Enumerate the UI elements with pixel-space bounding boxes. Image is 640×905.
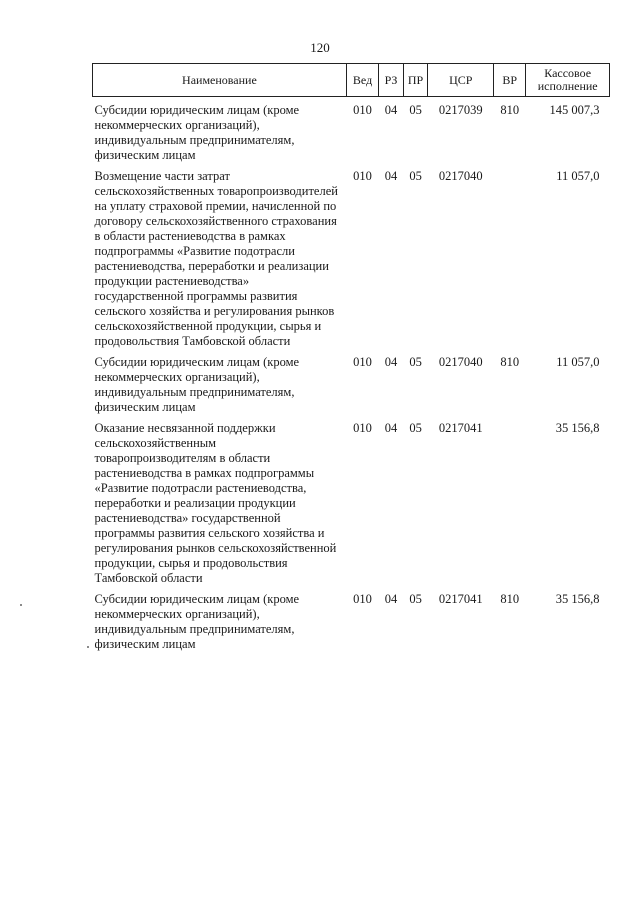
row-name: Возмещение части затрат сельскохозяйственных товаропроизводителей на уплату страховой премии, начисленной по договору сельскохозяйственного страхования в области растениеводства в рамках подпрограммы «Развитие подотрасли растениеводства, переработки и реализации продукции растениеводства» государственной программы развития сельского хозяйства и регулирования рынков сельскохозяйственной продукции, сырья и продовольствия Тамбовской области <box>94 169 338 348</box>
budget-table <box>92 63 610 652</box>
row-pr: 05 <box>409 592 422 606</box>
row-vr: 810 <box>500 103 520 117</box>
table-body <box>93 97 610 653</box>
table-header <box>93 64 610 97</box>
row-pr: 05 <box>409 169 422 183</box>
row-csr: 0217040 <box>438 355 483 369</box>
row-vr <box>494 169 526 349</box>
row-rz: 04 <box>384 421 398 435</box>
header-vr: ВР <box>494 64 526 97</box>
row-ved: 010 <box>353 421 372 435</box>
header-csr: ЦСР <box>428 64 494 97</box>
row-rz: 04 <box>384 103 398 117</box>
row-pr: 05 <box>409 355 422 369</box>
row-name: Субсидии юридическим лицам (кроме некоммерческих организаций), индивидуальным предпринимателям, физическим лицам <box>94 103 300 162</box>
header-name: Наименование <box>93 64 347 97</box>
page-number: 120 <box>310 40 330 55</box>
row-amount: 35 156,8 <box>555 592 600 606</box>
table-row <box>93 355 610 415</box>
row-ved: 010 <box>353 169 372 183</box>
header-pr: ПР <box>403 64 428 97</box>
row-amount: 11 057,0 <box>556 355 600 369</box>
scan-speck <box>87 646 89 648</box>
row-rz: 04 <box>384 169 398 183</box>
row-amount: 11 057,0 <box>556 169 600 183</box>
row-pr: 05 <box>409 421 422 435</box>
row-csr: 0217041 <box>438 421 483 435</box>
header-row <box>93 64 610 97</box>
header-execution: Кассовое исполнение <box>526 64 610 97</box>
row-csr: 0217041 <box>438 592 483 606</box>
table-row <box>93 421 610 586</box>
row-rz: 04 <box>384 355 398 369</box>
row-vr: 810 <box>500 355 520 369</box>
header-ved: Вед <box>346 64 378 97</box>
table-row <box>93 103 610 163</box>
row-name: Субсидии юридическим лицам (кроме некоммерческих организаций), индивидуальным предпринимателям, физическим лицам <box>94 592 300 651</box>
header-rz: РЗ <box>379 64 404 97</box>
row-ved: 010 <box>353 592 372 606</box>
row-ved: 010 <box>353 355 372 369</box>
row-amount: 145 007,3 <box>549 103 600 117</box>
row-ved: 010 <box>353 103 372 117</box>
row-csr: 0217039 <box>438 103 483 117</box>
row-amount: 35 156,8 <box>555 421 600 435</box>
row-pr: 05 <box>409 103 422 117</box>
row-name: Оказание несвязанной поддержки сельскохозяйственным товаропроизводителям в области растениеводства в рамках подпрограммы «Развитие подотрасли растениеводства, переработки и реализации продукции растениеводства» государственной программы развития сельского хозяйства и регулирования рынков сельскохозяйственной продукции, сырья и продовольствия Тамбовской области <box>94 421 337 585</box>
table-row <box>93 169 610 349</box>
row-vr: 810 <box>500 592 520 606</box>
row-vr <box>494 421 526 586</box>
scan-speck <box>20 604 22 606</box>
row-name: Субсидии юридическим лицам (кроме некоммерческих организаций), индивидуальным предпринимателям, физическим лицам <box>94 355 300 414</box>
table-row <box>93 592 610 652</box>
row-csr: 0217040 <box>438 169 483 183</box>
row-rz: 04 <box>384 592 398 606</box>
